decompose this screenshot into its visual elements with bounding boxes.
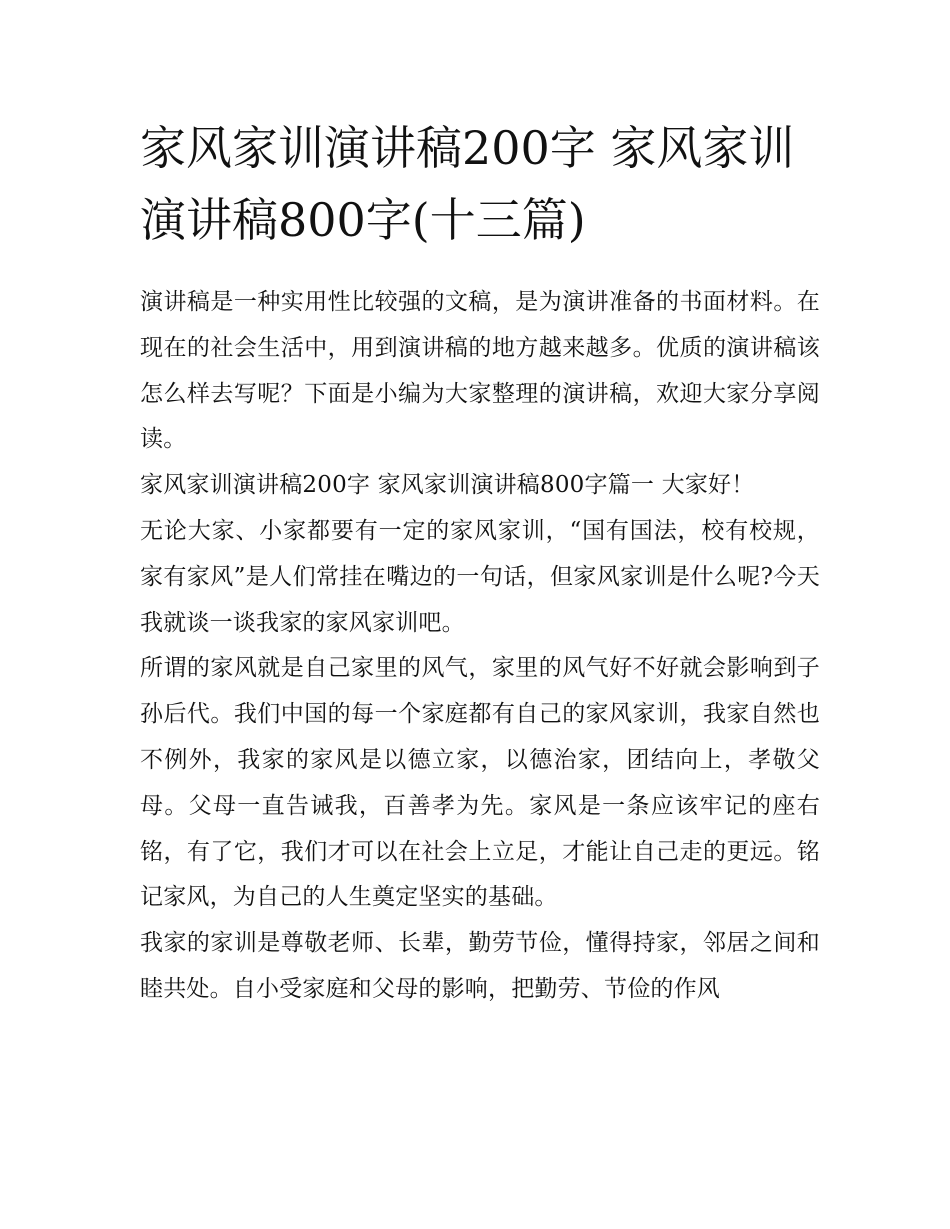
paragraph-intro: 演讲稿是一种实用性比较强的文稿，是为演讲准备的书面材料。在现在的社会生活中，用到演讲稿的地方越来越多。优质的演讲稿该怎么样去写呢？下面是小编为大家整理的演讲稿，欢迎大家分享阅读。 (140, 289, 820, 453)
document-body (140, 280, 820, 1013)
paragraph-heading-line: 家风家训演讲稿200字 家风家训演讲稿800字篇一 大家好！ (140, 472, 755, 499)
paragraph-family-style: 所谓的家风就是自己家里的风气，家里的风气好不好就会影响到子孙后代。我们中国的每一个家庭都有自己的家风家训，我家自然也不例外，我家的家风是以德立家，以德治家，团结向上，孝敬父母。父母一直告诫我，百善孝为先。家风是一条应该牢记的座右铭，有了它，我们才可以在社会上立足，才能让自己走的更远。铭记家风，为自己的人生奠定坚实的基础。 (140, 655, 820, 911)
paragraph-family-motto: 我家的家训是尊敬老师、长辈，勤劳节俭，懂得持家，邻居之间和睦共处。自小受家庭和父母的影响，把勤劳、节俭的作风 (140, 930, 820, 1002)
document-title: 家风家训演讲稿200字 家风家训演讲稿800字(十三篇) (140, 121, 795, 247)
paragraph-family-rules: 无论大家、小家都要有一定的家风家训，“国有国法，校有校规，家有家风”是人们常挂在嘴边的一句话，但家风家训是什么呢?今天我就谈一谈我家的家风家训吧。 (140, 517, 820, 636)
